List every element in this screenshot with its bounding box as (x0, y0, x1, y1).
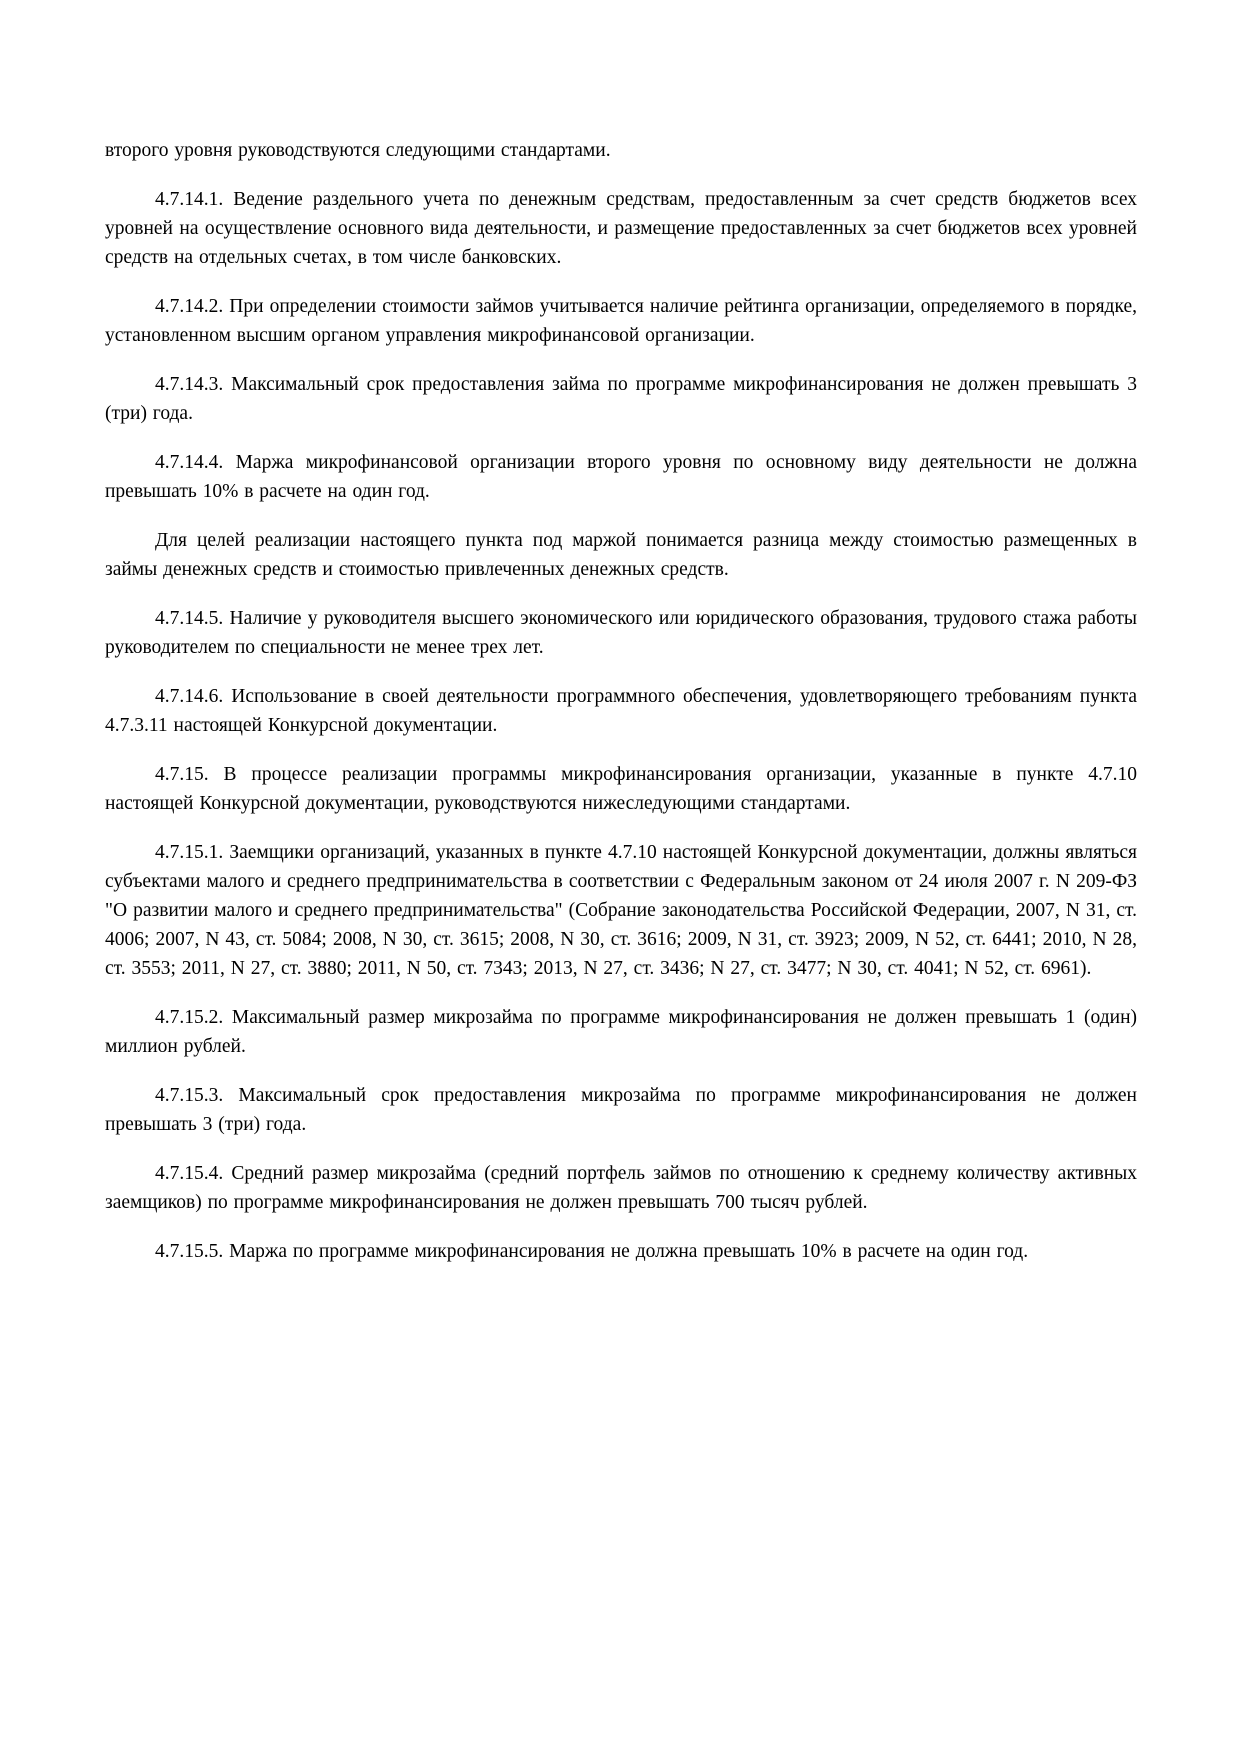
document-page (105, 136, 1137, 1286)
paragraph-4-7-15-1: 4.7.15.1. Заемщики организаций, указанных в пункте 4.7.10 настоящей Конкурсной документации, должны являться субъектами малого и среднего предпринимательства в соответствии с Федеральным законом от 24 июля 2007 г. N 209-ФЗ "О развитии малого и среднего предпринимательства" (Собрание законодательства Российской Федерации, 2007, N 31, ст. 4006; 2007, N 43, ст. 5084; 2008, N 30, ст. 3615; 2008, N 30, ст. 3616; 2009, N 31, ст. 3923; 2009, N 52, ст. 6441; 2010, N 28, ст. 3553; 2011, N 27, ст. 3880; 2011, N 50, ст. 7343; 2013, N 27, ст. 3436; N 27, ст. 3477; N 30, ст. 4041; N 52, ст. 6961). (105, 842, 1137, 979)
paragraph-continuation: второго уровня руководствуются следующими стандартами. (105, 140, 611, 161)
paragraph-4-7-14-2: 4.7.14.2. При определении стоимости займов учитывается наличие рейтинга организации, определяемого в порядке, установленном высшим органом управления микрофинансовой организации. (105, 296, 1137, 346)
paragraph-4-7-15-4: 4.7.15.4. Средний размер микрозайма (средний портфель займов по отношению к среднему количеству активных заемщиков) по программе микрофинансирования не должен превышать 700 тысяч рублей. (105, 1163, 1137, 1213)
paragraph-4-7-14-1: 4.7.14.1. Ведение раздельного учета по денежным средствам, предоставленным за счет средств бюджетов всех уровней на осуществление основного вида деятельности, и размещение предоставленных за счет бюджетов всех уровней средств на отдельных счетах, в том числе банковских. (105, 189, 1137, 268)
paragraph-4-7-14-3: 4.7.14.3. Максимальный срок предоставления займа по программе микрофинансирования не должен превышать 3 (три) года. (105, 374, 1137, 424)
paragraph-margin-definition: Для целей реализации настоящего пункта под маржой понимается разница между стоимостью размещенных в займы денежных средств и стоимостью привлеченных денежных средств. (105, 530, 1137, 580)
paragraph-4-7-15: 4.7.15. В процессе реализации программы микрофинансирования организации, указанные в пункте 4.7.10 настоящей Конкурсной документации, руководствуются нижеследующими стандартами. (105, 764, 1137, 814)
paragraph-4-7-15-5: 4.7.15.5. Маржа по программе микрофинансирования не должна превышать 10% в расчете на один год. (155, 1241, 1029, 1262)
paragraph-4-7-14-4: 4.7.14.4. Маржа микрофинансовой организации второго уровня по основному виду деятельности не должна превышать 10% в расчете на один год. (105, 452, 1137, 502)
paragraph-4-7-15-3: 4.7.15.3. Максимальный срок предоставления микрозайма по программе микрофинансирования не должен превышать 3 (три) года. (105, 1085, 1137, 1135)
paragraph-4-7-15-2: 4.7.15.2. Максимальный размер микрозайма по программе микрофинансирования не должен превышать 1 (один) миллион рублей. (105, 1007, 1137, 1057)
paragraph-4-7-14-5: 4.7.14.5. Наличие у руководителя высшего экономического или юридического образования, трудового стажа работы руководителем по специальности не менее трех лет. (105, 608, 1137, 658)
paragraph-4-7-14-6: 4.7.14.6. Использование в своей деятельности программного обеспечения, удовлетворяющего требованиям пункта 4.7.3.11 настоящей Конкурсной документации. (105, 686, 1137, 736)
